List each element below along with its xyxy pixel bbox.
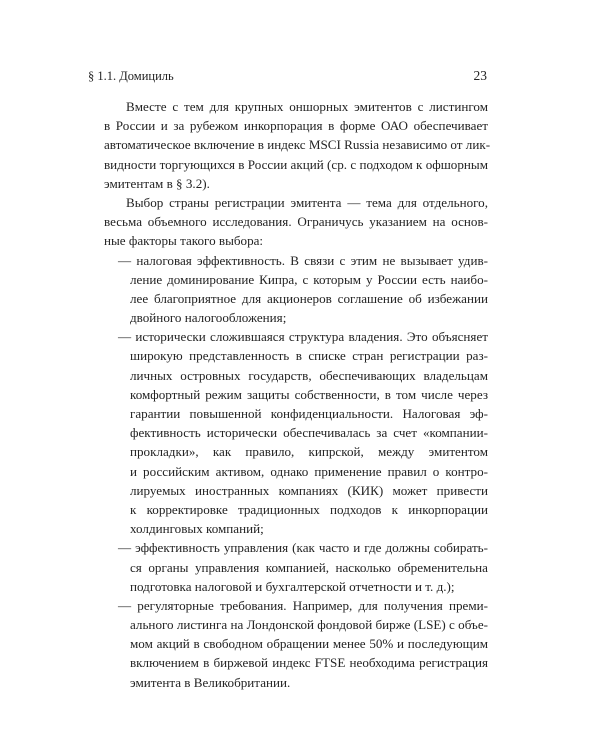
text-line: гарантии повышенной конфиденциальности. Налоговая эф- [130, 406, 488, 421]
list-item-tax-efficiency [104, 251, 488, 328]
text-line: — регуляторные требования. Например, для получения преми- [118, 597, 488, 613]
paragraph-2 [104, 193, 488, 251]
text-line: — эффективность управления (как часто и где должны собирать- [118, 540, 488, 556]
list-item-ownership-structure [104, 327, 488, 538]
text-line: широкую представленность в списке стран регистрации раз- [130, 348, 488, 364]
page-number: 23 [473, 68, 487, 83]
section-title: § 1.1. Домициль [88, 69, 174, 83]
text-line: комфортный режим защиты собственности, в том числе через [130, 386, 488, 402]
paragraph-1 [104, 97, 491, 193]
text-line: ального листинга на Лондонской фондовой бирже (LSE) с объе- [130, 617, 488, 633]
text-line: эмитентам в § 3.2). [104, 175, 210, 191]
text-line: холдинговых компаний; [130, 521, 264, 537]
text-line: фективность исторически обеспечивалась за счет «компании- [130, 425, 488, 441]
text-line: — налоговая эффективность. В связи с этим не вызывает удив- [118, 252, 488, 268]
text-line: двойного налогообложения; [130, 310, 287, 326]
text-line: включением в биржевой индекс FTSE необходима регистрация [130, 655, 488, 671]
text-line: к корректировке традиционных подходов к инкорпорации [130, 501, 488, 517]
text-line: автоматическое включение в индекс MSCI Russia независимо от лик- [104, 137, 491, 153]
text-line: Вместе с тем для крупных оншорных эмитентов с листингом [126, 99, 488, 114]
text-line: ные факторы такого выбора: [104, 233, 264, 249]
running-header [88, 66, 487, 86]
text-line: лируемых иностранных компаниях (КИК) может привести [130, 482, 488, 498]
text-line: и российским активом, однако применение правил о контро- [130, 463, 488, 479]
text-line: Выбор страны регистрации эмитента — тема для отдельного, [126, 194, 488, 210]
text-line: ся органы управления компанией, насколько обременительна [130, 559, 488, 575]
page-body [104, 97, 491, 692]
text-line: мом акций в свободном обращении менее 50% и последующим [130, 636, 488, 652]
list-item-regulatory-requirements [104, 596, 488, 692]
text-line: прокладки», как правило, кипрской, между эмитентом [130, 444, 488, 460]
list-item-management-efficiency [104, 538, 488, 596]
text-line: подготовка налоговой и бухгалтерской отчетности и т. д.); [130, 578, 455, 594]
text-line: — исторически сложившаяся структура владения. Это объясняет [118, 329, 488, 345]
text-line: лее благоприятное для акционеров соглашение об избежании [130, 290, 488, 306]
text-line: эмитента в Великобритании. [130, 674, 291, 690]
text-line: видности торгующихся в России акций (ср. с подходом к офшорным [104, 156, 488, 172]
text-line: ление доминирование Кипра, с которым у России есть наибо- [130, 271, 488, 287]
text-line: личных островных государств, обеспечивающих владельцам [130, 367, 488, 383]
text-line: весьма объемного исследования. Ограничусь указанием на основ- [104, 214, 488, 230]
text-line: в России и за рубежом инкорпорация в форме ОАО обеспечивает [104, 118, 488, 134]
